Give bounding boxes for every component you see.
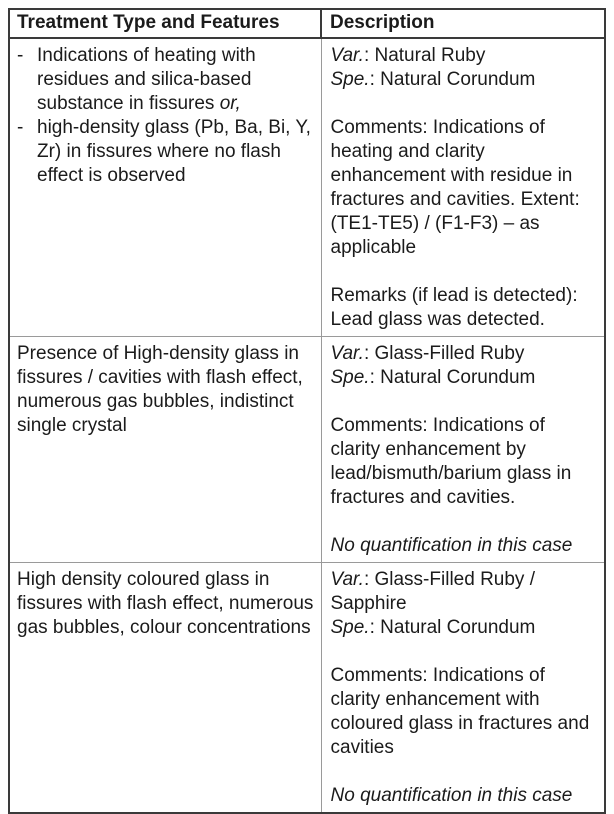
blank-line <box>331 390 597 414</box>
variety-label: Var. <box>330 569 364 590</box>
feature-paragraph: Presence of High-density glass in fissures / cavities with flash effect, numerous gas bubbles, indistinct single crystal <box>17 343 303 436</box>
variety-value: : Glass-Filled Ruby / Sapphire <box>330 569 535 614</box>
blank-line <box>331 510 597 534</box>
species-label: Spe. <box>330 367 370 388</box>
comments-paragraph: Comments: Indications of clarity enhancement with coloured glass in fractures and cavities <box>330 665 590 758</box>
species-label: Spe. <box>330 617 370 638</box>
header-description: Description <box>321 9 605 38</box>
variety-line <box>331 568 597 616</box>
species-line <box>331 366 597 390</box>
blank-line <box>331 260 597 284</box>
no-quantification-note: No quantification in this case <box>330 535 573 556</box>
feature-item2-main: high-density glass (Pb, Ba, Bi, Y, Zr) in fissures where no flash effect is observed <box>37 117 311 186</box>
no-quantification-note: No quantification in this case <box>330 785 573 806</box>
blank-line <box>331 640 597 664</box>
variety-line <box>331 342 597 366</box>
table-header-row <box>9 9 605 38</box>
feature-bullet-item <box>17 116 315 188</box>
feature-item1-main: Indications of heating with residues and silica-based substance in fissures <box>37 45 256 114</box>
features-cell-row3 <box>9 563 321 814</box>
table-row-glass-filled-ruby <box>9 337 605 563</box>
feature-paragraph: High density coloured glass in fissures with flash effect, numerous gas bubbles, colour concentrations <box>17 569 314 638</box>
document-page <box>8 8 606 814</box>
table-row-glass-filled-ruby-sapphire <box>9 563 605 814</box>
description-cell-row3 <box>321 563 605 814</box>
variety-line <box>331 44 597 68</box>
comments-paragraph: Comments: Indications of heating and clarity enhancement with residue in fractures and cavities. Extent: (TE1-TE5) / (F1-F3) – as applicable <box>330 117 580 258</box>
blank-line <box>331 92 597 116</box>
blank-line <box>331 760 597 784</box>
species-line <box>331 68 597 92</box>
header-treatment-type: Treatment Type and Features <box>9 9 321 38</box>
species-label: Spe. <box>330 69 370 90</box>
features-cell-row1 <box>9 38 321 337</box>
variety-value: : Natural Ruby <box>363 45 486 66</box>
comments-paragraph: Comments: Indications of clarity enhancement by lead/bismuth/barium glass in fractures and cavities. <box>330 415 572 508</box>
feature-item-text <box>37 44 315 116</box>
treatment-table <box>8 8 606 814</box>
description-cell-row2 <box>321 337 605 563</box>
species-value: : Natural Corundum <box>369 617 536 638</box>
variety-value: : Glass-Filled Ruby <box>363 343 525 364</box>
variety-label: Var. <box>330 343 364 364</box>
feature-item1-italic: or, <box>219 93 241 114</box>
species-line <box>331 616 597 640</box>
feature-bullet-item <box>17 44 315 116</box>
bullet-dash: - <box>17 117 24 138</box>
remarks-paragraph: Remarks (if lead is detected): Lead glass was detected. <box>330 285 578 330</box>
species-value: : Natural Corundum <box>369 367 536 388</box>
bullet-dash: - <box>17 45 24 66</box>
variety-label: Var. <box>330 45 364 66</box>
description-cell-row1 <box>321 38 605 337</box>
table-row-heated-residue <box>9 38 605 337</box>
features-cell-row2 <box>9 337 321 563</box>
species-value: : Natural Corundum <box>369 69 536 90</box>
